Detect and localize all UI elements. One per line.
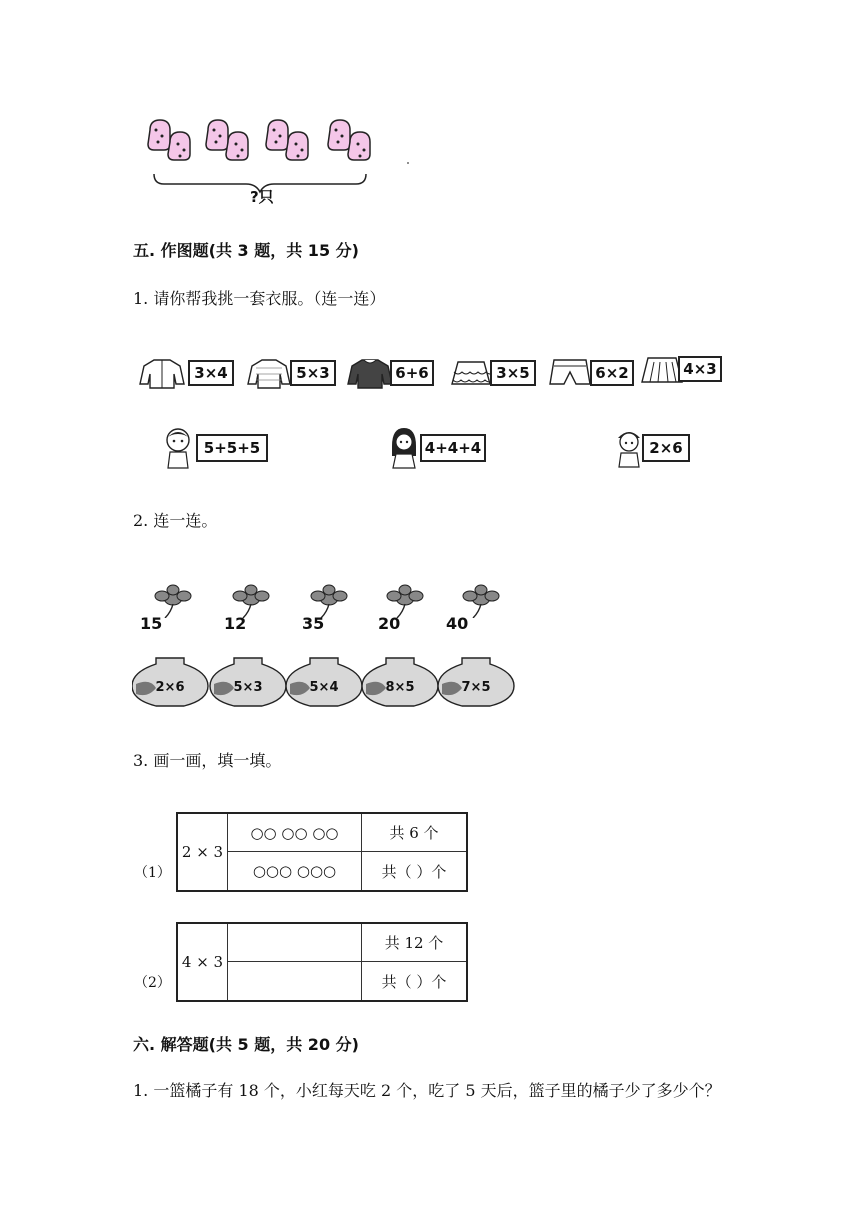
kid-expr-1: 5+5+5 xyxy=(196,434,268,462)
vase-icon[interactable] xyxy=(210,658,286,706)
shorts-icon[interactable] xyxy=(548,356,592,390)
vase-expr-4: 8×5 xyxy=(385,680,415,695)
question-6-1-text: 1. 一篮橘子有 18 个，小红每天吃 2 个，吃了 5 天后，篮子里的橘子少了多少个？ xyxy=(133,1081,721,1100)
kid-expr-3: 2×6 xyxy=(642,434,690,462)
flower-icon[interactable] xyxy=(380,584,430,618)
draw-table-2 xyxy=(176,922,468,1002)
flower-number-1: 15 xyxy=(140,614,163,633)
coat-icon[interactable] xyxy=(246,356,292,390)
flower-number-2: 12 xyxy=(224,614,247,633)
child-with-cap-icon[interactable] xyxy=(612,426,646,470)
flower-number-4: 20 xyxy=(378,614,401,633)
table-1-row1-circles: ○○ ○○ ○○ xyxy=(228,814,362,852)
table-1-answer-blank[interactable]: 共（ ）个 xyxy=(381,862,447,881)
table-2-expr: 4 × 3 xyxy=(178,924,228,1000)
jacket-icon[interactable] xyxy=(138,356,186,390)
mittens-caption: ?只 xyxy=(250,188,274,206)
kid-expr-2: 4+4+4 xyxy=(420,434,486,462)
vases-row xyxy=(132,654,522,710)
question-3-text: 3. 画一画，填一填。 xyxy=(133,751,282,770)
kids-row xyxy=(160,424,700,474)
vase-icon[interactable] xyxy=(438,658,514,706)
draw-table-1 xyxy=(176,812,468,892)
flower-icon[interactable] xyxy=(456,584,506,618)
mittens-illustration xyxy=(140,118,420,210)
table-2-row2-draw-area[interactable] xyxy=(228,962,362,1000)
vase-expr-1: 2×6 xyxy=(155,680,185,695)
flower-number-3: 35 xyxy=(302,614,325,633)
table-2-total: 共 12 个 xyxy=(362,924,466,962)
mittens-icon xyxy=(140,118,420,210)
question-2-text: 2. 连一连。 xyxy=(133,511,218,530)
vase-expr-3: 5×4 xyxy=(309,680,339,695)
table-2-answer-blank[interactable]: 共（ ）个 xyxy=(381,972,447,991)
clothes-expr-3: 6+6 xyxy=(390,360,434,386)
table-1-label: （1） xyxy=(134,865,171,881)
boy-icon[interactable] xyxy=(160,426,196,470)
vase-icon[interactable] xyxy=(286,658,362,706)
girl-icon[interactable] xyxy=(386,426,422,470)
table-2-row1-draw-area[interactable] xyxy=(228,924,362,962)
clothes-expr-5: 6×2 xyxy=(590,360,634,386)
section-5-title: 五. 作图题(共 3 题，共 15 分) xyxy=(133,241,359,260)
question-1-text: 1. 请你帮我挑一套衣服。（连一连） xyxy=(133,289,386,308)
clothes-expr-6: 4×3 xyxy=(678,356,722,382)
sweater-icon[interactable] xyxy=(346,356,394,390)
vases-svg xyxy=(132,654,522,710)
flower-icon[interactable] xyxy=(226,584,276,618)
vase-expr-2: 5×3 xyxy=(233,680,263,695)
clothes-row xyxy=(138,352,728,392)
vase-expr-5: 7×5 xyxy=(461,680,491,695)
flower-icon[interactable] xyxy=(304,584,354,618)
vase-icon[interactable] xyxy=(362,658,438,706)
skirt-icon[interactable] xyxy=(448,356,494,390)
flower-icon[interactable] xyxy=(148,584,198,618)
flower-number-5: 40 xyxy=(446,614,469,633)
section-6-title: 六. 解答题(共 5 题，共 20 分) xyxy=(133,1035,359,1054)
clothes-expr-4: 3×5 xyxy=(490,360,536,386)
clothes-expr-1: 3×4 xyxy=(188,360,234,386)
table-1-total: 共 6 个 xyxy=(362,814,466,852)
clothes-expr-2: 5×3 xyxy=(290,360,336,386)
table-2-label: （2） xyxy=(134,975,171,991)
vase-icon[interactable] xyxy=(132,658,208,706)
table-1-row2-circles: ○○○ ○○○ xyxy=(228,852,362,890)
flowers-row xyxy=(140,584,520,634)
table-1-expr: 2 × 3 xyxy=(178,814,228,890)
